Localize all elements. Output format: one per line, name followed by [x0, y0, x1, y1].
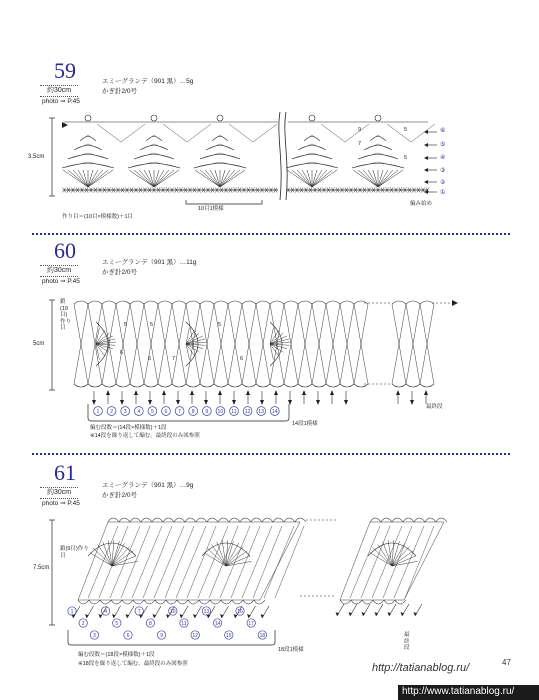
row-label: ①	[440, 190, 446, 196]
bottom-loop	[243, 600, 254, 604]
watermark-banner-url: http://www.tatianablog.ru/	[402, 686, 515, 697]
fan-stitch	[90, 553, 112, 566]
top-loop	[273, 518, 284, 522]
repeat-note: ※14段を繰り返して編む。最終段のみ図参照	[90, 433, 200, 439]
row-arrow-head	[99, 614, 103, 618]
bottom-loop	[210, 600, 221, 604]
page-number: 47	[502, 658, 511, 667]
top-loop	[381, 518, 392, 522]
bottom-loop	[177, 600, 188, 604]
fan-stitch	[222, 540, 226, 566]
fan-stitch	[392, 541, 399, 566]
side-label: 鎖(9目)作り目	[60, 546, 89, 559]
last-row-label: 最終段	[426, 404, 443, 410]
row-circle-number: 8	[149, 621, 152, 627]
height-label: 7.5cm	[33, 565, 50, 571]
row-circle-number: 11	[181, 621, 187, 627]
row-circle-number: 4	[104, 609, 107, 615]
bottom-loop	[188, 600, 199, 604]
fan-stitch	[112, 543, 125, 566]
inner-number: 5	[404, 155, 408, 161]
row-circle-number: 14	[271, 409, 278, 415]
pattern-number-60: 60	[54, 238, 76, 263]
row-circle-number: 14	[214, 621, 221, 627]
bottom-loop	[78, 600, 89, 604]
bottom-loop	[373, 600, 384, 604]
bottom-loop	[199, 600, 210, 604]
finished-size: 約30cm	[47, 87, 72, 94]
row-circle-number: 7	[137, 609, 141, 615]
row-arrow-head	[349, 612, 353, 616]
foundation-note: 作り目＝(10目×模様数)＋1目	[62, 214, 134, 220]
row-arrow-head	[261, 614, 265, 618]
row-arrow-head	[180, 614, 184, 618]
pattern-number-61: 61	[54, 460, 76, 485]
fan-stitch	[226, 540, 228, 566]
top-loop	[196, 518, 207, 522]
inner-number: 7	[358, 141, 362, 147]
row-arrow-head	[414, 612, 418, 616]
row-circle-number: 1	[70, 609, 74, 615]
top-loop	[425, 518, 436, 522]
bottom-loop	[111, 600, 122, 604]
bottom-loop	[144, 600, 155, 604]
motif-label: 14段1模様	[292, 421, 318, 427]
row-circle-number: 3	[123, 409, 127, 415]
row-circle-number: 12	[192, 633, 198, 639]
finished-size: 約30cm	[47, 267, 72, 274]
start-note: 編み始め	[410, 201, 433, 207]
top-loop	[119, 518, 130, 522]
inner-number: 5	[124, 322, 128, 328]
inner-number: 6	[148, 356, 152, 362]
bottom-loop	[166, 600, 177, 604]
inner-number: 9	[358, 127, 362, 133]
row-circle-number: 12	[244, 409, 251, 415]
top-loop	[284, 518, 295, 522]
top-loop	[207, 518, 218, 522]
row-circle-number: 18	[259, 633, 266, 639]
row-circle-number: 11	[231, 409, 237, 415]
row-label: ⑤	[440, 142, 446, 148]
row-circle-number: 10	[170, 609, 176, 615]
bottom-loop	[89, 600, 100, 604]
row-circle-number: 6	[164, 409, 168, 415]
inner-number: 6	[120, 350, 124, 356]
bottom-loop	[133, 600, 144, 604]
bottom-loop	[221, 600, 232, 604]
row-circle-number: 5	[115, 621, 119, 627]
bottom-loop	[155, 600, 166, 604]
row-arrow-head	[375, 612, 379, 616]
row-circle-number: 5	[150, 409, 154, 415]
motif-label: 18段1模様	[278, 647, 304, 653]
row-arrow-head	[388, 612, 392, 616]
height-label: 3.5cm	[28, 154, 45, 160]
row-circle-number: 17	[248, 621, 254, 627]
height-label: 5cm	[33, 341, 45, 347]
row-arrow-head	[362, 612, 366, 616]
row-circle-number: 13	[203, 609, 210, 615]
hook-info: かぎ針2/0号	[102, 492, 138, 499]
bottom-loop	[122, 600, 133, 604]
top-loop	[392, 518, 403, 522]
yarn-info: エミーグランデ（901 黒）…9g	[102, 482, 194, 489]
bottom-loop	[340, 600, 351, 604]
row-circle-number: 4	[137, 409, 141, 415]
row-circle-number: 9	[160, 633, 163, 639]
watermark-url: http://tatianablog.ru/	[372, 662, 470, 674]
bottom-loop	[384, 600, 395, 604]
band-outline	[340, 522, 444, 600]
top-loop	[403, 518, 414, 522]
top-loop	[141, 518, 152, 522]
top-loop	[163, 518, 174, 522]
fan-stitch	[226, 543, 239, 566]
top-loop	[370, 518, 381, 522]
photo-ref: photo ⇒ P.45	[42, 278, 80, 285]
row-arrow-head	[126, 614, 130, 618]
yarn-info: エミーグランデ（901 黒）…5g	[102, 78, 194, 85]
top-loop	[152, 518, 163, 522]
row-label: ③	[440, 168, 446, 174]
bottom-loop	[232, 600, 243, 604]
row-circle-number: 7	[178, 409, 182, 415]
top-loop	[295, 518, 306, 522]
bottom-loop	[395, 600, 406, 604]
bottom-loop	[351, 600, 362, 604]
fan-stitch	[392, 543, 405, 566]
top-loop	[130, 518, 141, 522]
fan-stitch	[204, 553, 226, 566]
row-circle-number: 2	[110, 409, 114, 415]
repeat-note: ※18段を繰り返して編む。最終段のみ図参照	[78, 661, 188, 667]
row-circle-number: 1	[96, 409, 100, 415]
top-loop	[185, 518, 196, 522]
top-loop	[414, 518, 425, 522]
finished-size: 約30cm	[47, 489, 72, 496]
inner-number: 5	[218, 322, 222, 328]
row-arrow-head	[112, 614, 116, 618]
inner-number: 7	[172, 356, 176, 362]
row-circle-number: 8	[191, 409, 195, 415]
fan-stitch	[388, 540, 392, 566]
hook-info: かぎ針2/0号	[102, 269, 138, 276]
row-label: ④	[440, 155, 446, 161]
top-loop	[174, 518, 185, 522]
row-circle-number: 10	[217, 409, 224, 415]
row-arrow-head	[193, 614, 197, 618]
fan-stitch	[392, 540, 394, 566]
fan-stitch	[370, 553, 392, 566]
top-loop	[262, 518, 273, 522]
row-number-circles	[68, 607, 267, 639]
top-loop	[240, 518, 251, 522]
top-loop	[229, 518, 240, 522]
inner-number: 5	[404, 127, 408, 133]
fan-stitch	[108, 540, 112, 566]
row-circle-number: 16	[237, 609, 243, 615]
row-circle-number: 2	[81, 621, 85, 627]
top-loop	[251, 518, 262, 522]
top-loop	[218, 518, 229, 522]
inner-number: 6	[240, 356, 244, 362]
bottom-loop	[254, 600, 265, 604]
row-label: ②	[440, 180, 446, 186]
row-circle-number: 6	[126, 633, 130, 639]
photo-ref: photo ⇒ P.45	[42, 98, 80, 105]
fan-stitch	[112, 541, 119, 566]
rows-note: 編む段数＝(18段×模様数)＋1段	[78, 652, 155, 658]
inner-number: 5	[150, 322, 154, 328]
row-circle-number: 15	[226, 633, 232, 639]
bottom-loop	[362, 600, 373, 604]
row-arrow-head	[336, 612, 340, 616]
photo-ref: photo ⇒ P.45	[42, 500, 80, 507]
row-circle-number: 9	[205, 409, 209, 415]
rows-note: 編む段数＝(14段×模様数)＋1段	[90, 425, 167, 431]
fan-stitch	[207, 548, 226, 566]
pattern-number-59: 59	[54, 58, 76, 83]
side-label: 鎖(19目)作り目	[60, 299, 72, 332]
top-loop	[108, 518, 119, 522]
motif-label: 10目1模様	[198, 206, 224, 212]
row-arrow-head	[247, 614, 251, 618]
top-loop	[436, 518, 447, 522]
row-label: ⑥	[440, 128, 446, 134]
last-row-label: 最終段	[404, 632, 410, 652]
bottom-loop	[100, 600, 111, 604]
row-arrow-head	[401, 612, 405, 616]
stitch-band-61	[78, 518, 447, 604]
yarn-info: エミーグランデ（901 黒）…11g	[102, 259, 197, 266]
row-arrows	[72, 604, 423, 618]
row-bracket	[68, 630, 275, 645]
row-circle-number: 3	[93, 633, 96, 639]
row-circle-number: 13	[258, 409, 265, 415]
hook-info: かぎ針2/0号	[102, 88, 138, 95]
row-arrow-head	[220, 614, 224, 618]
row-arrow-head	[153, 614, 157, 618]
row-arrow-head	[85, 614, 89, 618]
